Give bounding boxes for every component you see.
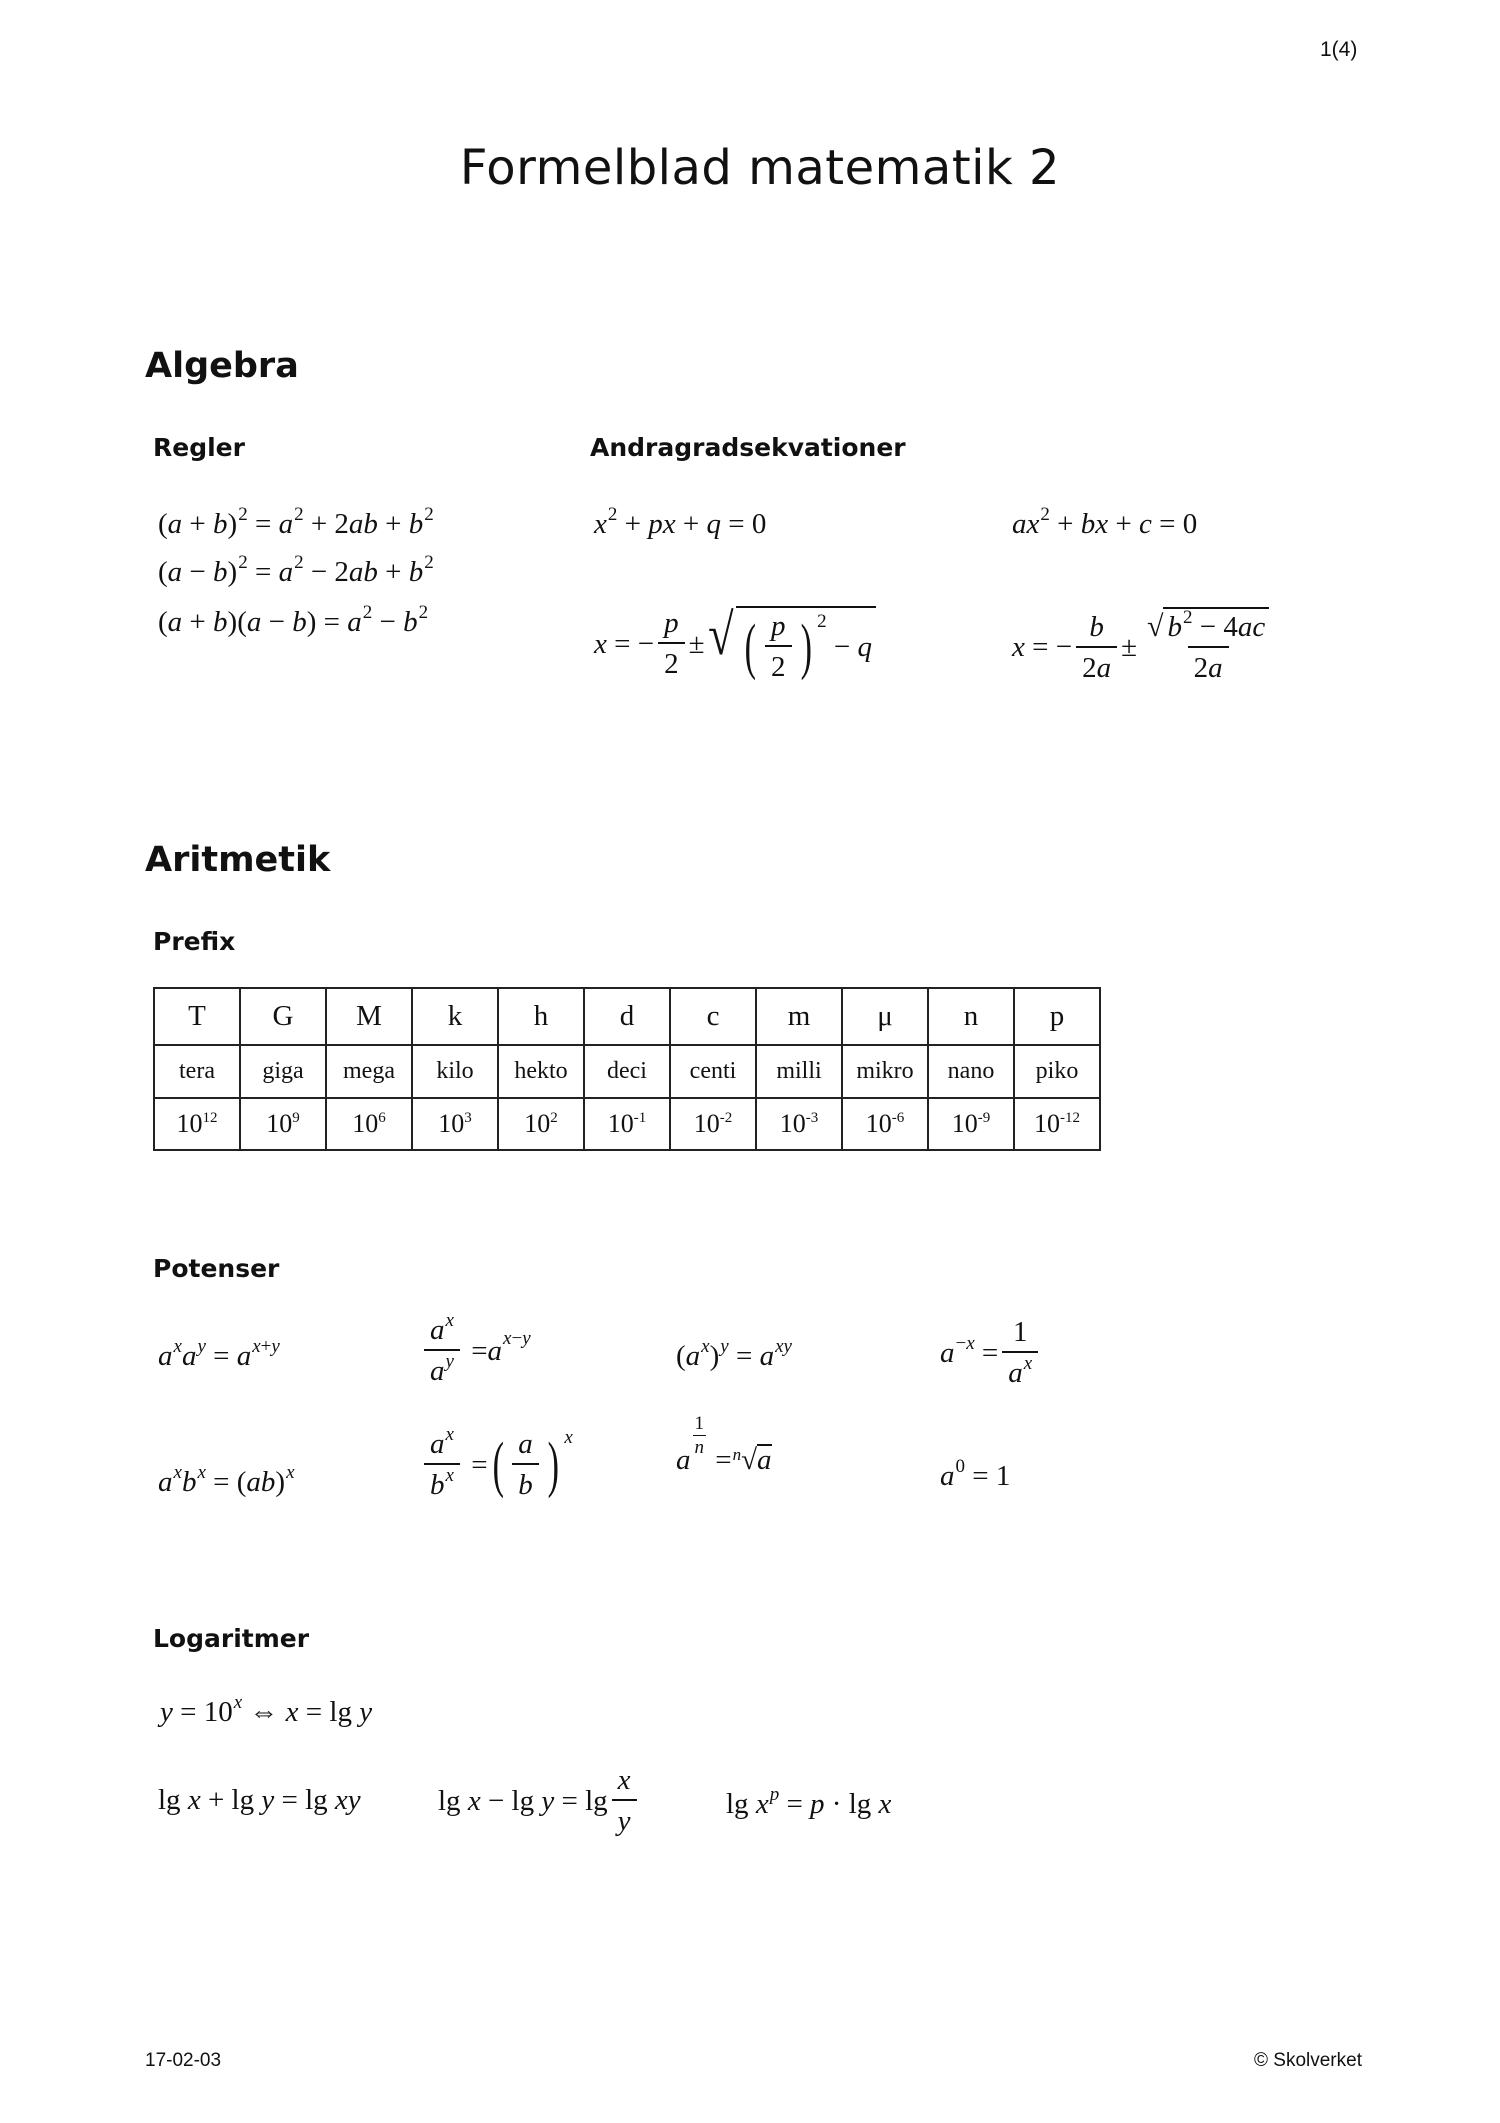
prefix-power: $10^{-2}$ bbox=[670, 1098, 756, 1150]
footer-copyright: © Skolverket bbox=[1254, 2050, 1362, 2071]
prefix-power: $10^{12}$ bbox=[154, 1098, 240, 1150]
prefix-symbol: m bbox=[756, 988, 842, 1045]
prefix-powers-row bbox=[154, 1098, 1100, 1150]
prefix-power: $10^2$ bbox=[498, 1098, 584, 1150]
abc-equation: $ax^2$ + bx + c = 0 bbox=[1012, 504, 1198, 540]
log-rule-difference: lg x − lg y = lg $\frac{x}{y}$ bbox=[438, 1766, 641, 1836]
prefix-name: nano bbox=[928, 1045, 1014, 1098]
prefix-symbol: T bbox=[154, 988, 240, 1045]
prefix-symbol: c bbox=[670, 988, 756, 1045]
rule-conjugate: $(a + b)(a - b) = a^2 - b^2$ bbox=[158, 602, 429, 638]
abc-formula: x = − $\frac{b}{2a}$ ± $\frac{√ b^2 - 4ac}{2a}$ bbox=[1012, 612, 1279, 683]
pq-formula: x = − $\frac{p}{2}$ ± √ ( $\frac{p}{2}$ ) $^2$ − q bbox=[594, 606, 876, 682]
prefix-power: $10^{-12}$ bbox=[1014, 1098, 1100, 1150]
prefix-power: $10^{-1}$ bbox=[584, 1098, 670, 1150]
power-rule-negative: a $^{-x}$ = $\frac{1}{a^x}$ bbox=[940, 1318, 1042, 1388]
prefix-symbol: k bbox=[412, 988, 498, 1045]
aritmetik-heading: Aritmetik bbox=[145, 840, 331, 880]
prefix-power: $10^{-6}$ bbox=[842, 1098, 928, 1150]
prefix-name: deci bbox=[584, 1045, 670, 1098]
prefix-symbol: M bbox=[326, 988, 412, 1045]
power-rule-product: $a^xa^y = a^{x+y}$ bbox=[158, 1336, 280, 1372]
prefix-name: milli bbox=[756, 1045, 842, 1098]
prefix-name: mega bbox=[326, 1045, 412, 1098]
prefix-names-row bbox=[154, 1045, 1100, 1098]
prefix-symbol: d bbox=[584, 988, 670, 1045]
power-rule-power: $(a^x)^y = a^{xy}$ bbox=[676, 1336, 792, 1372]
prefix-name: piko bbox=[1014, 1045, 1100, 1098]
rule-square-of-sum: $(a + b)^2 = a^2 + 2ab + b^2$ bbox=[158, 504, 434, 540]
power-rule-quotient-common-exponent: $\frac{a^x}{b^x}$ = ( $\frac{a}{b}$ ) $^x$ bbox=[420, 1430, 573, 1500]
prefix-power: $10^{-9}$ bbox=[928, 1098, 1014, 1150]
prefix-power: $10^6$ bbox=[326, 1098, 412, 1150]
algebra-heading: Algebra bbox=[145, 346, 299, 386]
prefix-symbol: n bbox=[928, 988, 1014, 1045]
log-rule-power: $\lg x^p = p \cdot \lg x$ bbox=[726, 1784, 892, 1820]
log-heading: Logaritmer bbox=[153, 1624, 310, 1653]
page-number: 1(4) bbox=[1320, 38, 1358, 61]
prefix-name: tera bbox=[154, 1045, 240, 1098]
prefix-heading: Prefix bbox=[153, 927, 236, 956]
prefix-power: $10^3$ bbox=[412, 1098, 498, 1150]
log-definition: $y = 10^x$ ⇔ x = lg y bbox=[160, 1692, 373, 1728]
page-title: Formelblad matematik 2 bbox=[459, 140, 1061, 196]
rules-heading: Regler bbox=[153, 433, 245, 462]
prefix-name: hekto bbox=[498, 1045, 584, 1098]
pq-equation: $x^2$ + px + q = 0 bbox=[594, 504, 767, 540]
power-rule-quotient: $\frac{a^x}{a^y}$ = a $^{x -y}$ bbox=[420, 1316, 531, 1386]
power-rule-common-exponent: $a^xb^x = (ab)^x$ bbox=[158, 1462, 295, 1498]
prefix-symbol: μ bbox=[842, 988, 928, 1045]
rule-square-of-difference: $(a - b)^2 = a^2 - 2ab + b^2$ bbox=[158, 552, 434, 588]
prefix-symbols-row bbox=[154, 988, 1100, 1045]
prefix-symbol: p bbox=[1014, 988, 1100, 1045]
footer-date: 17-02-03 bbox=[145, 2050, 222, 2071]
quadratic-heading: Andragradsekvationer bbox=[590, 433, 906, 462]
prefix-name: giga bbox=[240, 1045, 326, 1098]
prefix-name: mikro bbox=[842, 1045, 928, 1098]
prefix-symbol: G bbox=[240, 988, 326, 1045]
power-rule-root: a $\frac{1}{n}$ = $^n$ √ a bbox=[676, 1413, 772, 1476]
prefix-name: kilo bbox=[412, 1045, 498, 1098]
prefix-power: $10^{-3}$ bbox=[756, 1098, 842, 1150]
powers-heading: Potenser bbox=[153, 1254, 280, 1283]
prefix-power: $10^9$ bbox=[240, 1098, 326, 1150]
log-rule-sum: lg x + lg y = lg xy bbox=[158, 1784, 361, 1816]
prefix-table bbox=[153, 987, 1101, 1151]
prefix-name: centi bbox=[670, 1045, 756, 1098]
prefix-symbol: h bbox=[498, 988, 584, 1045]
power-rule-zero: $a^0 = 1$ bbox=[940, 1456, 1011, 1492]
